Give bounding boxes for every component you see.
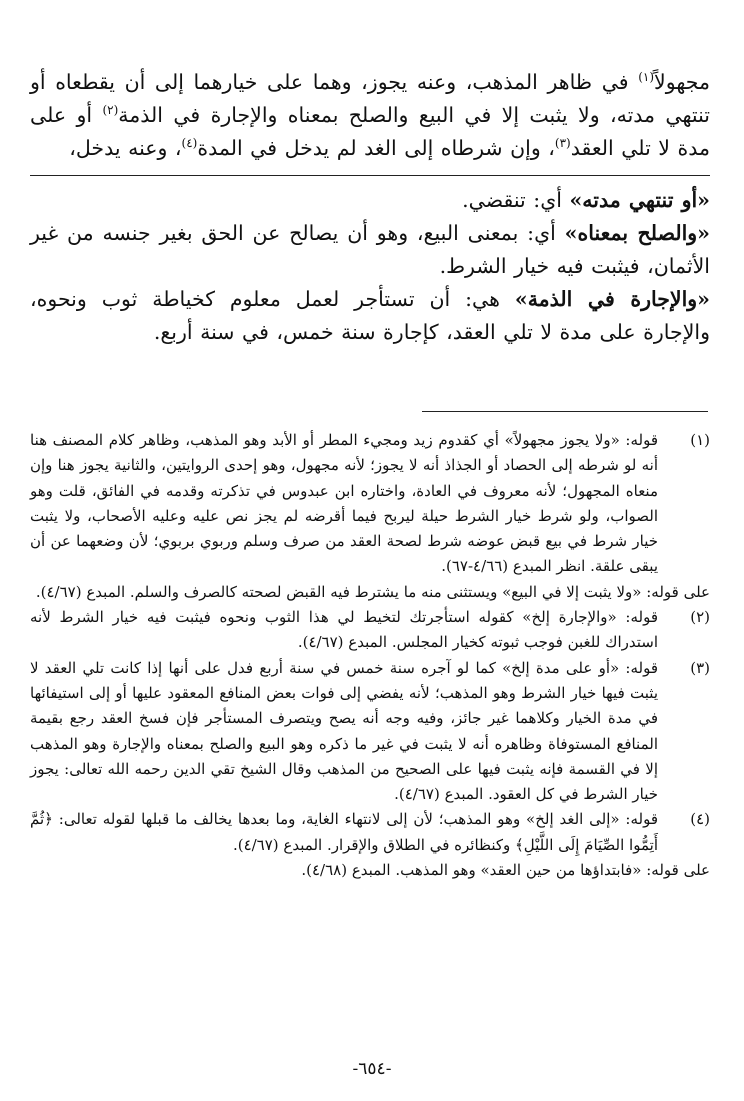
- footnote-number: (٤): [690, 810, 710, 829]
- commentary-paragraph: [30, 283, 710, 349]
- commentary-paragraph: [30, 217, 710, 283]
- footnote-item: [30, 656, 710, 808]
- footnote-text: قوله: «والإجارة إلخ» كقوله استأجرتك لتخيط لي هذا الثوب ونحوه فيثبت فيه خيار الشرط لأنه استدراك للغبن فوجب ثبوته كخيار المجلس. المبدع (٤/٦٧).: [30, 608, 658, 652]
- footnote-separator: [422, 411, 708, 412]
- commentary-text: [30, 184, 710, 349]
- matn-segment: مجهولاً: [654, 70, 710, 94]
- matn-paragraph: [30, 66, 710, 165]
- commentary-body: أي: تنقضي.: [462, 188, 570, 212]
- commentary-term: «والصلح بمعناه»: [564, 221, 710, 245]
- footnote-ref-2: (٢): [102, 103, 119, 118]
- footnote-ref-1: (١): [638, 70, 655, 85]
- matn-divider: [30, 175, 710, 176]
- footnote-item: [30, 428, 710, 580]
- page-number: -٦٥٤-: [352, 1059, 392, 1079]
- footnote-item: [30, 580, 710, 605]
- commentary-term: «أو تنتهي مدته»: [569, 188, 710, 212]
- footnote-item: [30, 858, 710, 883]
- footnote-item: [30, 807, 710, 858]
- matn-segment: في ظاهر المذهب، وعنه يجوز، وهما على خيارهما إلى أن يقطعاه أو: [30, 70, 639, 94]
- footnote-text: قوله: «أو على مدة إلخ» كما لو آجره سنة خمس في سنة أربع فدل على أنها إذا كانت تلي العقد لا يثبت فيها خيار الشرط وهو المذهب؛ لأنه يفضي إلى فوات بعض المنافع المعقود عليها أو إلى استيفائها في مدة الخيار وكلاهما غير جائز، وفيه وجه أنه يصح ويتصرف المستأجر فإن فسخ العقد رجع بقيمة المنافع المستوفاة وظاهره أنه لا يثبت في غير ما ذكره وهو البيع والصلح بمعناه والإجارة وهو المذهب إلا في القسمة فإنه يثبت فيها على الصحيح من المذهب وقال الشيخ تقي الدين رحمه الله تعالى: يجوز خيار الشرط في كل العقود. المبدع (٤/٦٧).: [30, 658, 658, 804]
- matn-segment: ، وعنه يدخل،: [69, 136, 182, 160]
- footnote-ref-3: (٣): [554, 136, 571, 151]
- commentary-body: أي: بمعنى البيع، وهو أن يصالح عن الحق بغير جنسه من غير الأثمان، فيثبت فيه خيار الشرط.: [30, 221, 710, 278]
- footnote-ref-4: (٤): [181, 136, 198, 151]
- footnotes: [30, 428, 710, 883]
- commentary-body: هي: أن تستأجر لعمل معلوم كخياطة ثوب ونحوه، والإجارة على مدة لا تلي العقد، كإجارة سنة خمس، في سنة أربع.: [30, 287, 710, 344]
- footnote-text: على قوله: «ولا يثبت إلا في البيع» ويستثنى منه ما يشترط فيه القبض لصحته كالصرف والسلم. المبدع (٤/٦٧).: [35, 582, 710, 601]
- commentary-paragraph: [30, 184, 710, 217]
- footnote-text: على قوله: «فابتداؤها من حين العقد» وهو المذهب. المبدع (٤/٦٨).: [301, 861, 710, 880]
- footnote-item: [30, 605, 710, 656]
- commentary-term: «والإجارة في الذمة»: [514, 287, 710, 311]
- matn-segment: مدة لا تلي العقد: [570, 136, 710, 160]
- footnote-text: قوله: «ولا يجوز مجهولاً» أي كقدوم زيد ومجيء المطر أو الأبد وهو المذهب، وظاهر كلام المصنف هنا أنه لو شرطه إلى الحصاد أو الجذاذ أنه لا يجوز؛ لأنه مجهول، وهو إحدى الروايتين، والثانية يجوز هنا وإن منعاه المجهول؛ لأنه معروف في العادة، واختاره ابن عبدوس في تذكرته وقدمه في الفائق، قلت وهو الصواب، ولو شرط خيار الشرط حيلة ليربح فيما أقرضه لم يجز نص عليه وعليه الأصحاب، ولا يثبت خيار شرط في بيع قبض عوضه شرط لصحة العقد من صرف وسلم وربوي بربوي؛ لأن وضعهما عن أن يبقى علقة. انظر المبدع (٤/٦٦-٦٧).: [30, 431, 658, 576]
- matn-text: [30, 66, 710, 165]
- footnote-text: قوله: «إلى الغد إلخ» وهو المذهب؛ لأن إلى لانتهاء الغاية، وما بعدها يخالف ما قبلها لقوله تعالى: ﴿ثُمَّ أَتِمُّوا الصِّيَامَ إِلَى اللَّيْلِ﴾ وكنظائره في الطلاق والإقرار. المبدع (٤/٦٧).: [30, 810, 658, 854]
- matn-segment: تنتهي مدته، ولا يثبت إلا في البيع والصلح بمعناه والإجارة في الذمة: [118, 103, 711, 127]
- footnote-number: (١): [690, 431, 710, 449]
- footnote-number: (٣): [690, 658, 710, 677]
- matn-segment: ، وإن شرطاه إلى الغد لم يدخل في المدة: [197, 136, 555, 160]
- matn-segment: أو على: [30, 103, 103, 127]
- footnote-number: (٢): [690, 608, 710, 627]
